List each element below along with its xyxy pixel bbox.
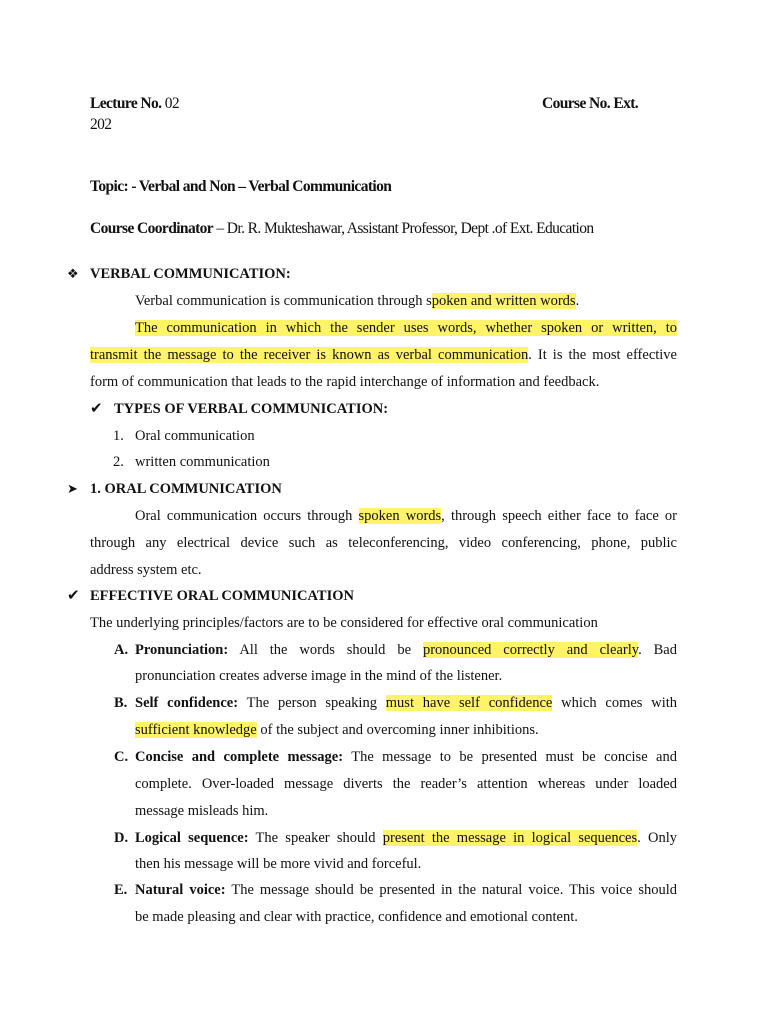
diamond-bullet-icon: ❖ (67, 267, 79, 282)
types-list-item: 2. (113, 454, 124, 470)
topic-label: Topic: (90, 178, 129, 195)
coordinator-text: – Dr. R. Mukteshawar, Assistant Professor, Dept .of Ext. Education (216, 220, 594, 237)
lecture-value: 02 (164, 95, 180, 112)
highlight: poken and written words (431, 293, 576, 309)
effective-intro: The underlying principles/factors are to be considered for effective oral communication (90, 615, 598, 631)
list-letter-c: C. (114, 749, 129, 765)
effective-heading: EFFECTIVE ORAL COMMUNICATION (90, 588, 354, 604)
course-number (542, 95, 638, 113)
lecture-label: Lecture No. (90, 95, 162, 112)
lecture-number (90, 95, 179, 113)
item-d-line-2: then his message will be more vivid and forceful. (135, 856, 422, 872)
item-c-line-3: message misleads him. (135, 803, 269, 819)
oral-heading: 1. ORAL COMMUNICATION (90, 481, 282, 497)
coordinator-line (90, 220, 594, 238)
oral-line-3: address system etc. (90, 562, 202, 578)
checkmark-icon: ✔ (67, 586, 80, 604)
item-b-line-1: Self confidence: The person speaking must have self confidence which comes with (135, 695, 678, 711)
coordinator-label: Course Coordinator (90, 220, 214, 237)
verbal-paragraph-2-line-2: transmit the message to the receiver is known as verbal communication. It is the most effective (90, 347, 677, 363)
highlight: present the message in logical sequences (382, 830, 638, 846)
topic-text: - Verbal and Non – Verbal Communication (131, 178, 392, 195)
course-label: Course No. (542, 95, 611, 112)
types-list-item-label: written communication (135, 454, 270, 470)
types-list-item: 1. (113, 428, 124, 444)
list-letter-a: A. (114, 642, 129, 658)
topic-line (90, 178, 391, 196)
item-b-line-2: sufficient knowledge of the subject and overcoming inner inhibitions. (135, 722, 539, 738)
verbal-heading: VERBAL COMMUNICATION: (90, 266, 291, 282)
item-e-line-1: Natural voice: The message should be presented in the natural voice. This voice should (135, 882, 677, 898)
list-letter-b: B. (114, 695, 128, 711)
highlight: spoken words (358, 508, 442, 524)
verbal-paragraph-2-line-1 (135, 320, 677, 337)
course-number-continued: 202 (90, 116, 112, 133)
highlight: transmit the message to the receiver is known as verbal communication (90, 347, 529, 363)
course-value: Ext. (613, 95, 639, 112)
highlight: The communication in which the sender uses words, whether spoken or written, to (135, 320, 677, 336)
arrow-bullet-icon: ➤ (67, 482, 78, 497)
item-e-line-2: be made pleasing and clear with practice, confidence and emotional content. (135, 909, 578, 925)
list-letter-e: E. (114, 882, 128, 898)
list-letter-d: D. (114, 830, 129, 846)
oral-line-2: through any electrical device such as teleconferencing, video conferencing, phone, public (90, 535, 677, 551)
types-heading: TYPES OF VERBAL COMMUNICATION: (114, 401, 389, 417)
highlight: sufficient knowledge (135, 722, 257, 738)
item-a-line-2: pronunciation creates adverse image in the mind of the listener. (135, 668, 503, 684)
item-d-line-1: Logical sequence: The speaker should present the message in logical sequences. Only (135, 830, 677, 846)
verbal-paragraph-2-line-3: form of communication that leads to the rapid interchange of information and feedback. (90, 374, 600, 390)
checkmark-icon: ✔ (90, 399, 103, 417)
item-a-line-1: Pronunciation: All the words should be pronounced correctly and clearly. Bad (135, 642, 677, 658)
item-c-line-1: Concise and complete message: The message to be presented must be concise and (135, 749, 677, 765)
item-c-line-2: complete. Over-loaded message diverts the reader’s attention whereas under loaded (135, 776, 677, 792)
highlight: must have self confidence (385, 695, 553, 711)
oral-line-1: Oral communication occurs through spoken words, through speech either face to face or (135, 508, 677, 524)
highlight: pronounced correctly and clearly (422, 642, 639, 658)
types-list-item-label: Oral communication (135, 428, 255, 444)
verbal-paragraph-1: Verbal communication is communication through spoken and written words. (135, 293, 580, 309)
